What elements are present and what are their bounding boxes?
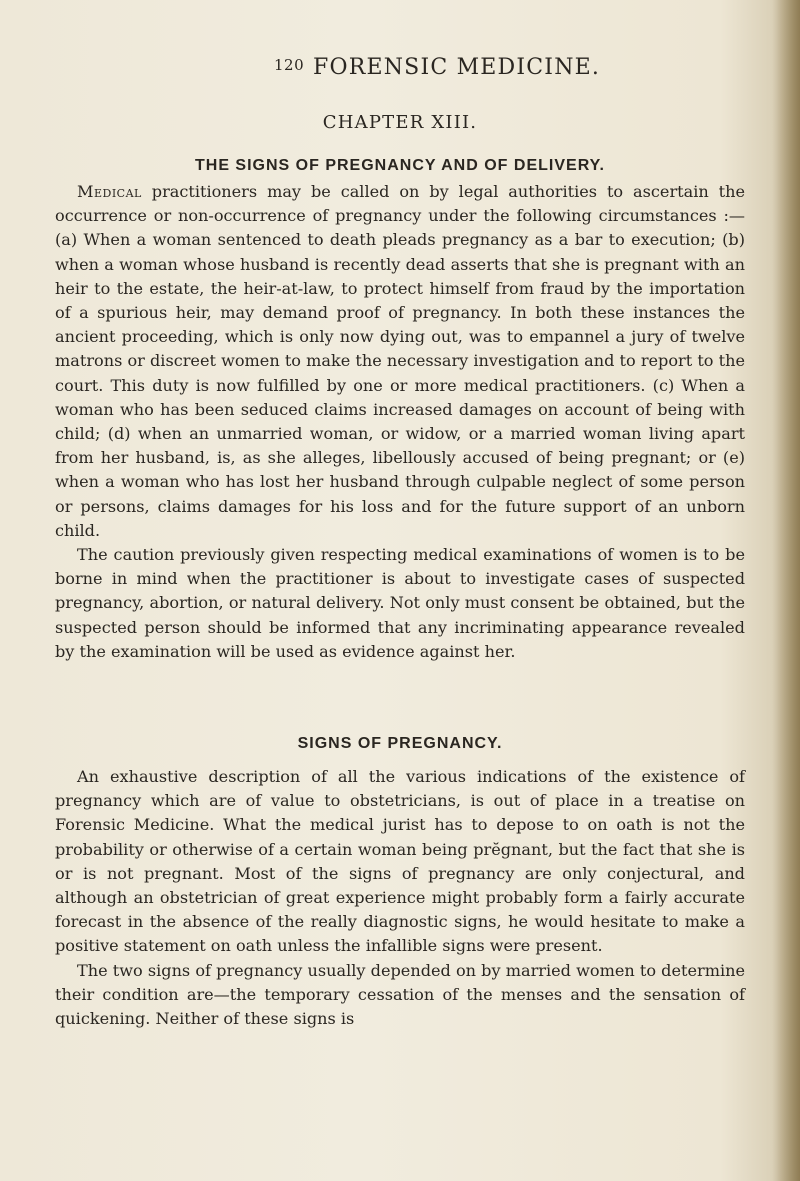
section-two-body [55, 765, 745, 1031]
paragraph-text: practitioners may be called on by legal authorities to ascertain the occurrence or non-occurrence of pregnancy under the following circumstances :—(a) When a woman sentenced to death pleads pregnancy as a bar to execution; (b) when a woman whose husband is recently dead asserts that she is pregnant with an heir to the estate, the heir-at-law, to protect himself from fraud by the importation of a spurious heir, may demand proof of pregnancy. In both these instances the ancient proceeding, which is only now dying out, was to empannel a jury of twelve matrons or discreet women to make the necessary investigation and to report to the court. This duty is now fulfilled by one or more medical practitioners. (c) When a woman who has been seduced claims increased damages on account of being with child; (d) when an unmarried woman, or widow, or a married woman living apart from her husband, is, as she alleges, libellously accused of being pregnant; or (e) when a woman who has lost her husband through culpable neglect of some person or persons, claims damages for his loss and for the future support of an unborn child. [55, 182, 745, 540]
running-head: FORENSIC MEDICINE. [313, 55, 601, 80]
paragraph: The caution previously given respecting medical examinations of women is to be borne in mind when the practitioner is about to investigate cases of suspected pregnancy, abortion, or natural delivery. Not only must consent be obtained, but the suspected person should be informed that any incriminating appearance revealed by the examination will be used as evidence against her. [55, 545, 745, 661]
paragraph: The two signs of pregnancy usually depended on by married women to determine their condition are—the temporary cessation of the menses and the sensation of quickening. Neither of these signs is [55, 960, 745, 1029]
section-one-body [55, 180, 745, 664]
section-heading: SIGNS OF PREGNANCY. [297, 735, 503, 752]
chapter-title: CHAPTER XIII. [322, 112, 478, 133]
page-edge-shadow [772, 0, 800, 1181]
lead-word: Medical [77, 182, 142, 201]
paragraph: An exhaustive description of all the various indications of the existence of pregnancy which are of value to obstetricians, is out of place in a treatise on Forensic Medicine. What the medical jurist has to depose to on oath is not the probability or otherwise of a certain woman being prĕgnant, but the fact that she is or is not pregnant. Most of the signs of pregnancy are only conjectural, and although an obstetrician of great experience might probably form a fairly accurate forecast in the absence of the really diagnostic signs, he would hesitate to make a positive statement on oath unless the infallible signs were present. [55, 767, 745, 956]
paragraph [55, 180, 745, 543]
chapter-heading: THE SIGNS OF PREGNANCY AND OF DELIVERY. [194, 157, 605, 174]
page-number: 120 [274, 56, 305, 74]
